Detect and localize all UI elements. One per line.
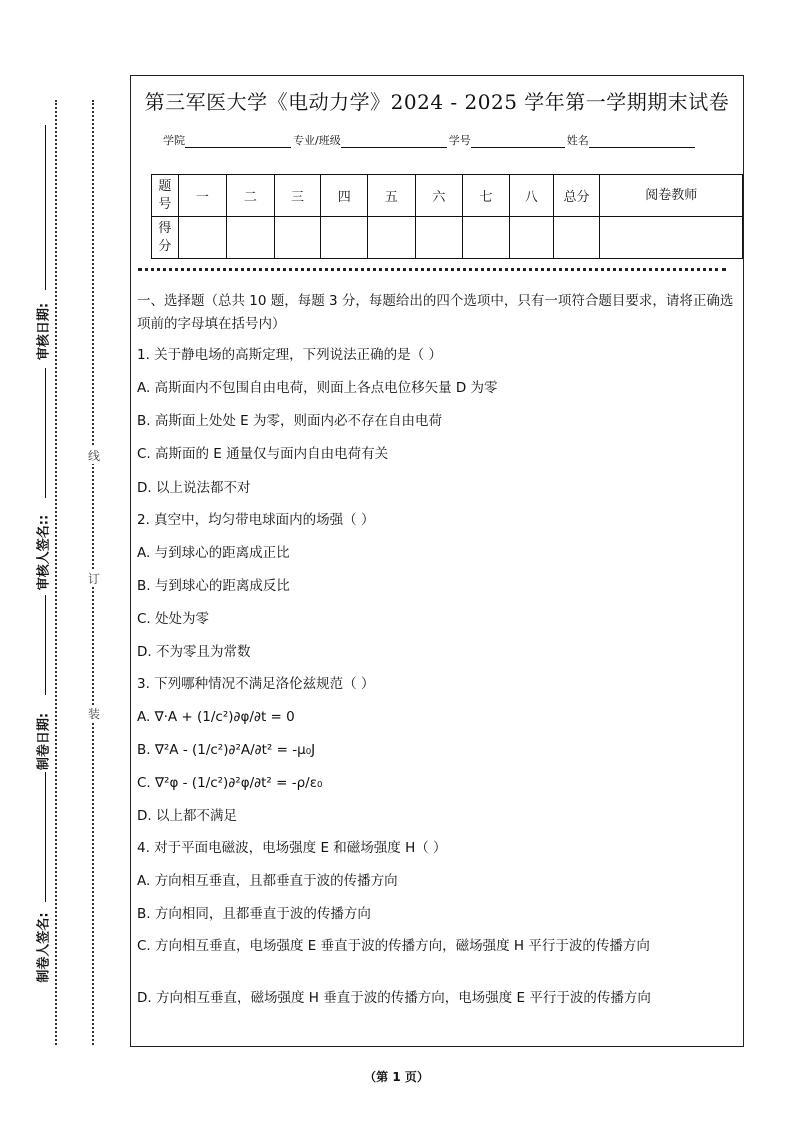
major-class-label: 专业/班级	[293, 134, 341, 147]
score-cell[interactable]	[274, 217, 321, 259]
column-header: 四	[321, 175, 368, 217]
preparer-signature-label: 制卷人签名:	[36, 912, 52, 983]
option-2b: B. 与到球心的距离成反比	[137, 578, 290, 594]
score-cell[interactable]	[463, 217, 510, 259]
option-3a: A. ∇·A + (1/c²)∂φ/∂t = 0	[137, 709, 295, 725]
option-3d: D. 以上都不满足	[137, 808, 237, 824]
score-cell[interactable]	[368, 217, 416, 259]
prep-date-label: 制卷日期:	[36, 712, 52, 771]
student-id-label: 学号	[448, 134, 471, 147]
name-label: 姓名	[566, 134, 589, 147]
college-label: 学院	[163, 134, 185, 147]
score-cell[interactable]	[227, 217, 275, 259]
option-4b: B. 方向相同，且都垂直于波的传播方向	[137, 906, 371, 922]
score-cell[interactable]	[553, 217, 600, 259]
score-row	[152, 217, 743, 259]
college-blank[interactable]	[185, 135, 291, 148]
binding-mark-line: 线	[87, 449, 100, 463]
student-id-blank[interactable]	[471, 135, 565, 148]
option-4d: D. 方向相互垂直，磁场强度 H 垂直于波的传播方向，电场强度 E 平行于波的传播方向	[137, 990, 651, 1006]
signature-line	[45, 772, 46, 902]
question-4: 4. 对于平面电磁波，电场强度 E 和磁场强度 H（ ）	[137, 840, 447, 856]
score-cell[interactable]	[509, 217, 553, 259]
column-header: 总分	[553, 175, 600, 217]
column-header: 阅卷教师	[600, 175, 743, 217]
page-number: （第 1 页）	[364, 1070, 429, 1084]
dotted-separator	[138, 268, 726, 271]
exam-frame	[130, 75, 744, 1047]
outer-dotted-line	[55, 100, 57, 1045]
option-4c: C. 方向相互垂直，电场强度 E 垂直于波的传播方向，磁场强度 H 平行于波的传播方向	[137, 938, 650, 954]
binding-mark-bind: 装	[87, 707, 100, 721]
option-2a: A. 与到球心的距离成正比	[137, 545, 290, 561]
option-2d: D. 不为零且为常数	[137, 644, 251, 660]
signature-line	[45, 125, 46, 290]
review-date-label: 审核日期:	[36, 302, 52, 361]
option-4a: A. 方向相互垂直，且都垂直于波的传播方向	[137, 873, 398, 889]
column-header: 一	[178, 175, 226, 217]
reviewer-signature-label: 审核人签名::	[36, 514, 52, 591]
column-header: 七	[463, 175, 510, 217]
signature-line	[45, 368, 46, 498]
exam-title: 第三军医大学《电动力学》2024 - 2025 学年第一学期期末试卷	[144, 90, 730, 114]
score-cell[interactable]	[178, 217, 226, 259]
student-info-row	[163, 132, 697, 148]
name-blank[interactable]	[589, 135, 695, 148]
option-2c: C. 处处为零	[137, 611, 210, 627]
option-3b: B. ∇²A - (1/c²)∂²A/∂t² = -μ₀J	[137, 742, 316, 758]
question-2: 2. 真空中，均匀带电球面内的场强（ ）	[137, 512, 375, 528]
row-label: 题号	[152, 175, 179, 217]
column-header: 三	[274, 175, 321, 217]
option-1c: C. 高斯面的 E 通量仅与面内自由电荷有关	[137, 446, 389, 462]
option-1d: D. 以上说法都不对	[137, 480, 251, 496]
question-3: 3. 下列哪种情况不满足洛伦兹规范（ ）	[137, 676, 375, 692]
score-cell[interactable]	[415, 217, 463, 259]
binding-mark-staple: 订	[87, 572, 100, 586]
score-cell[interactable]	[321, 217, 368, 259]
question-number-row	[152, 175, 743, 217]
option-3c: C. ∇²φ - (1/c²)∂²φ/∂t² = -ρ/ε₀	[137, 775, 323, 791]
column-header: 六	[415, 175, 463, 217]
row-label: 得分	[152, 217, 179, 259]
option-1b: B. 高斯面上处处 E 为零，则面内必不存在自由电荷	[137, 413, 442, 429]
score-table	[151, 174, 743, 259]
major-class-blank[interactable]	[341, 135, 447, 148]
option-1a: A. 高斯面内不包围自由电荷，则面上各点电位移矢量 D 为零	[137, 380, 498, 396]
signature-line	[45, 595, 46, 695]
column-header: 二	[227, 175, 275, 217]
score-cell[interactable]	[600, 217, 743, 259]
question-1: 1. 关于静电场的高斯定理，下列说法正确的是（ ）	[137, 347, 442, 363]
section-heading: 一、选择题（总共 10 题，每题 3 分，每题给出的四个选项中，只有一项符合题目要求，请将正确选项前的字母填在括号内）	[137, 293, 734, 332]
column-header: 五	[368, 175, 416, 217]
column-header: 八	[509, 175, 553, 217]
